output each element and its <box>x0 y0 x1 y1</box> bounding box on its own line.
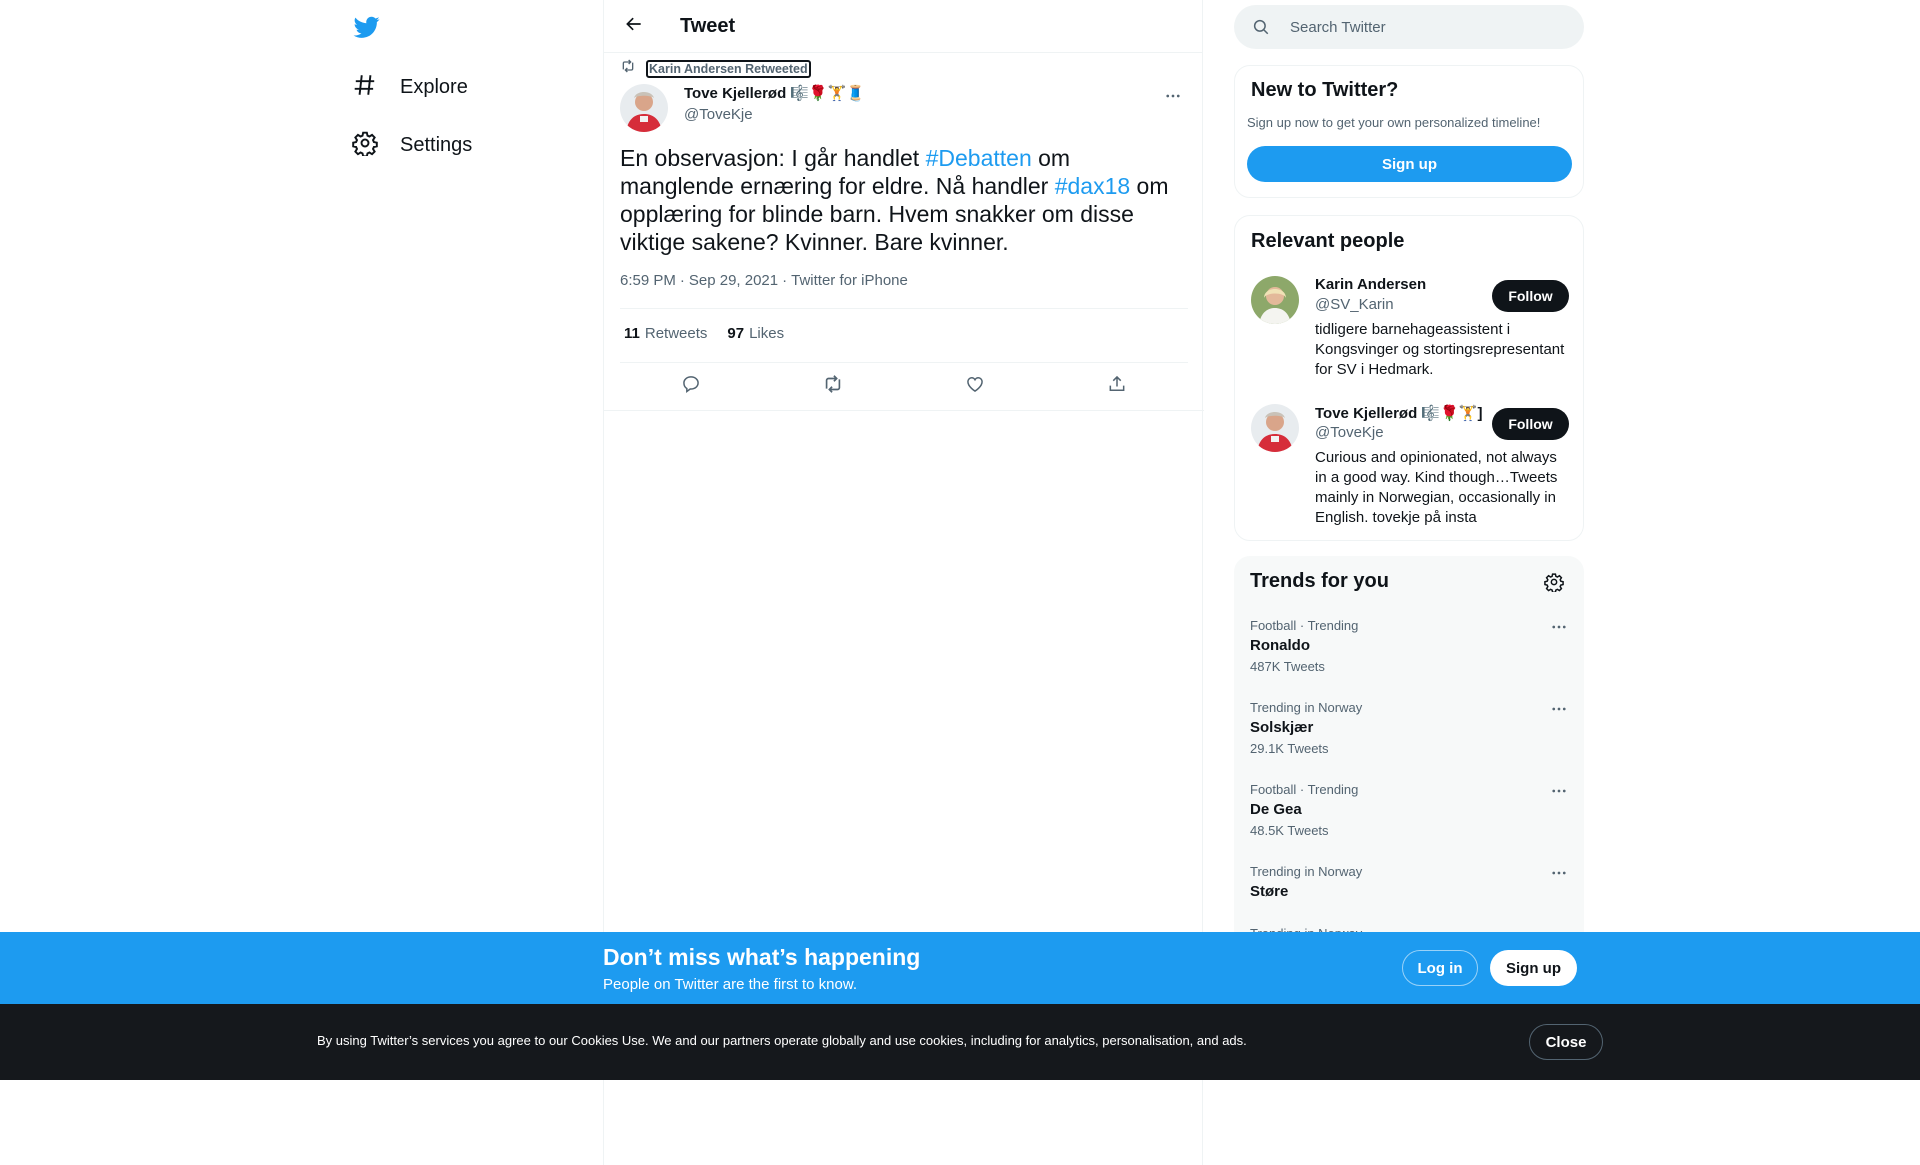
card-title: New to Twitter? <box>1251 79 1399 101</box>
search-icon <box>1252 18 1270 36</box>
hashtag-link[interactable]: #dax18 <box>1054 173 1131 199</box>
gear-icon <box>352 130 378 161</box>
nav-label-explore: Explore <box>400 75 468 98</box>
tweet-text-part: om opplæring for blinde barn. Hvem snakker om disse viktige sakene? Kvinner. Bare kvinner. <box>620 173 1169 255</box>
tweet-header <box>604 0 1202 53</box>
retweets-count: 11 <box>624 325 640 342</box>
retweet-icon <box>620 58 636 79</box>
search-box[interactable] <box>1234 5 1584 49</box>
retweets-stat[interactable] <box>624 325 707 342</box>
trend-count: 48.5K Tweets <box>1250 823 1329 838</box>
more-dots-icon[interactable] <box>1550 700 1568 723</box>
share-icon <box>1107 374 1127 399</box>
separator: · <box>782 272 788 289</box>
banner-subtitle: People on Twitter are the first to know. <box>603 976 858 993</box>
retweet-icon <box>822 373 844 400</box>
nav-item-settings[interactable] <box>352 125 472 165</box>
author-name[interactable] <box>684 84 865 102</box>
log-in-button[interactable]: Log in <box>1402 950 1478 986</box>
trend-item[interactable] <box>1250 782 1568 838</box>
person-item[interactable] <box>1251 404 1569 534</box>
tweet-meta <box>620 272 908 289</box>
tweet-actions <box>620 368 1188 404</box>
likes-label: Likes <box>749 325 785 342</box>
tweet-author <box>620 84 1188 132</box>
sign-up-button[interactable]: Sign up <box>1490 950 1577 986</box>
cookie-banner <box>0 1004 1920 1080</box>
person-item[interactable] <box>1251 276 1569 386</box>
avatar[interactable] <box>1251 404 1299 452</box>
trends-card <box>1234 556 1584 976</box>
retweeted-by-link[interactable]: Karin Andersen Retweeted <box>646 60 811 78</box>
card-subtitle: Sign up now to get your own personalized timeline! <box>1247 115 1541 130</box>
back-button[interactable] <box>616 8 652 44</box>
tweet-source[interactable]: Twitter for iPhone <box>791 272 908 289</box>
person-handle[interactable]: @SV_Karin <box>1315 296 1394 313</box>
trend-context: Trending in Norway <box>1250 700 1363 715</box>
page-title: Tweet <box>680 14 736 37</box>
nav-item-explore[interactable] <box>352 67 468 107</box>
likes-count: 97 <box>727 325 745 342</box>
signup-banner <box>0 932 1920 1004</box>
reply-button[interactable] <box>673 368 709 404</box>
tweet-text-part: En observasjon: I går handlet <box>620 145 926 171</box>
banner-title: Don’t miss what’s happening <box>603 944 921 970</box>
tweet-text <box>620 144 1190 256</box>
trend-item[interactable] <box>1250 700 1568 756</box>
person-bio: tidligere barnehageassistent i Kongsvinger og stortingsrepresentant for SV i Hedmark. <box>1315 321 1565 378</box>
trend-item[interactable] <box>1250 618 1568 674</box>
separator: · <box>679 272 685 289</box>
author-name-text: Tove Kjellerød <box>684 84 787 102</box>
hashtag-icon <box>352 72 378 103</box>
sign-up-button[interactable]: Sign up <box>1247 146 1572 182</box>
tweet-time[interactable]: 6:59 PM <box>620 272 676 289</box>
new-to-twitter-card <box>1234 65 1584 198</box>
trend-name: Solskjær <box>1250 719 1314 736</box>
share-button[interactable] <box>1099 368 1135 404</box>
trend-count: 29.1K Tweets <box>1250 741 1329 756</box>
trend-context: Football · Trending <box>1250 782 1359 797</box>
retweet-context <box>620 58 811 79</box>
hashtag-link[interactable]: #Debatten <box>925 145 1032 171</box>
nav-label-settings: Settings <box>400 133 473 156</box>
tweet-date[interactable]: Sep 29, 2021 <box>688 272 779 289</box>
trend-item[interactable] <box>1250 864 1568 900</box>
retweets-label: Retweets <box>644 325 708 342</box>
arrow-left-icon <box>624 14 644 39</box>
retweet-button[interactable] <box>815 368 851 404</box>
like-button[interactable] <box>957 368 993 404</box>
avatar[interactable] <box>1251 276 1299 324</box>
more-dots-icon <box>1164 87 1182 110</box>
follow-button[interactable]: Follow <box>1492 408 1569 440</box>
author-handle[interactable]: @ToveKje <box>684 106 753 123</box>
trend-count: 487K Tweets <box>1250 659 1325 674</box>
more-dots-icon[interactable] <box>1550 782 1568 805</box>
trend-context: Trending in Norway <box>1250 864 1363 879</box>
person-handle[interactable]: @ToveKje <box>1315 424 1384 441</box>
card-title: Trends for you <box>1250 570 1389 592</box>
gear-icon <box>1544 579 1564 596</box>
trend-name: De Gea <box>1250 801 1302 818</box>
follow-button[interactable]: Follow <box>1492 280 1569 312</box>
trend-name: Ronaldo <box>1250 637 1310 654</box>
more-dots-icon[interactable] <box>1550 618 1568 641</box>
card-title: Relevant people <box>1251 230 1405 252</box>
search-input[interactable] <box>1290 19 1550 36</box>
more-dots-icon[interactable] <box>1550 864 1568 887</box>
person-name[interactable]: Karin Andersen <box>1315 276 1427 293</box>
divider <box>620 308 1188 309</box>
close-button[interactable]: Close <box>1529 1024 1603 1060</box>
trend-name: Støre <box>1250 883 1289 900</box>
heart-icon <box>965 374 985 399</box>
relevant-people-card <box>1234 215 1584 541</box>
tweet-text-part: om manglende ernæring for eldre. Nå handler <box>620 145 1071 199</box>
reply-icon <box>681 374 701 399</box>
divider <box>620 362 1188 363</box>
cookie-text: By using Twitter’s services you agree to our Cookies Use. We and our partners operate globally and use cookies, including for analytics, personalisation, and ads. <box>317 1033 1247 1048</box>
more-options-button[interactable] <box>1158 88 1188 108</box>
person-bio: Curious and opinionated, not always in a good way. Kind though…Tweets mainly in Norwegian, occasionally in English. tovekje på insta <box>1315 449 1558 526</box>
trends-settings-button[interactable] <box>1544 572 1566 594</box>
tweet-stats <box>624 325 784 342</box>
trend-context: Football · Trending <box>1250 618 1359 633</box>
twitter-bird-icon[interactable] <box>352 14 382 40</box>
avatar[interactable] <box>620 84 668 132</box>
author-emojis: 🎼🌹🏋️🧵 <box>790 85 865 102</box>
likes-stat[interactable] <box>727 325 784 342</box>
divider <box>604 410 1204 411</box>
person-name[interactable]: Tove Kjellerød 🎼🌹🏋️] <box>1315 405 1483 422</box>
